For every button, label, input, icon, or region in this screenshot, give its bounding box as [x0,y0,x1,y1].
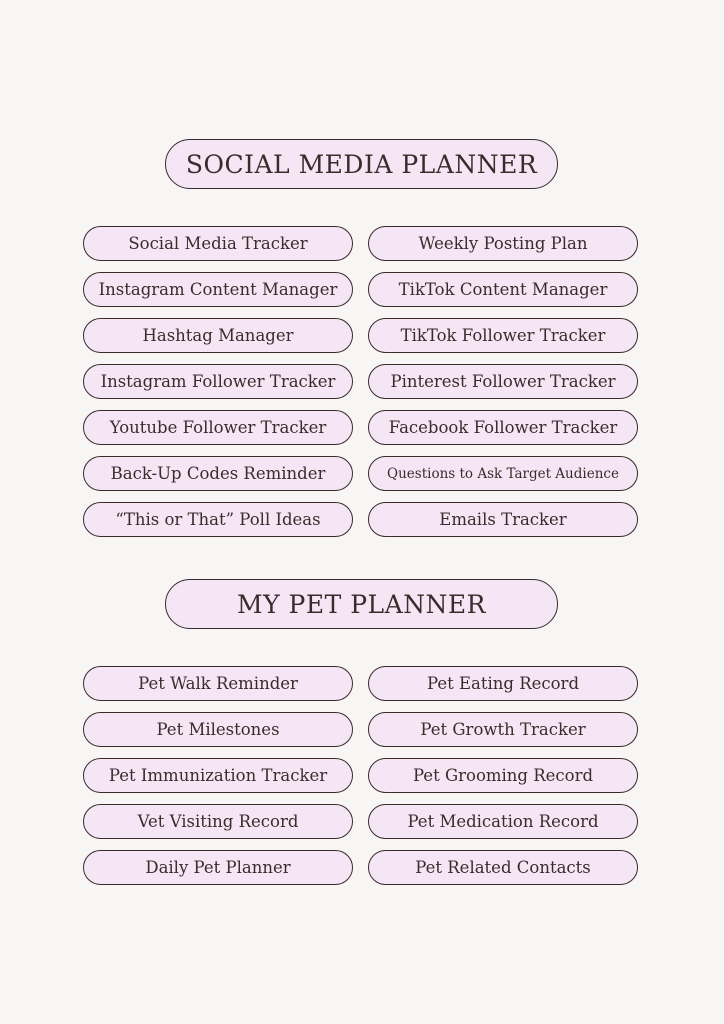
hashtag-manager-button[interactable]: Hashtag Manager [83,318,353,353]
instagram-content-manager-button[interactable]: Instagram Content Manager [83,272,353,307]
my-pet-planner-menu [83,666,638,885]
questions-target-audience-button[interactable]: Questions to Ask Target Audience [368,456,638,491]
weekly-posting-plan-button[interactable]: Weekly Posting Plan [368,226,638,261]
tiktok-follower-tracker-button[interactable]: TikTok Follower Tracker [368,318,638,353]
youtube-follower-tracker-button[interactable]: Youtube Follower Tracker [83,410,353,445]
pet-grooming-record-button[interactable]: Pet Grooming Record [368,758,638,793]
pet-medication-record-button[interactable]: Pet Medication Record [368,804,638,839]
tiktok-content-manager-button[interactable]: TikTok Content Manager [368,272,638,307]
social-media-planner-title: SOCIAL MEDIA PLANNER [165,139,558,189]
pinterest-follower-tracker-button[interactable]: Pinterest Follower Tracker [368,364,638,399]
pet-walk-reminder-button[interactable]: Pet Walk Reminder [83,666,353,701]
daily-pet-planner-button[interactable]: Daily Pet Planner [83,850,353,885]
social-media-planner-menu [83,226,638,537]
social-media-tracker-button[interactable]: Social Media Tracker [83,226,353,261]
pet-growth-tracker-button[interactable]: Pet Growth Tracker [368,712,638,747]
pet-eating-record-button[interactable]: Pet Eating Record [368,666,638,701]
vet-visiting-record-button[interactable]: Vet Visiting Record [83,804,353,839]
instagram-follower-tracker-button[interactable]: Instagram Follower Tracker [83,364,353,399]
poll-ideas-button[interactable]: “This or That” Poll Ideas [83,502,353,537]
emails-tracker-button[interactable]: Emails Tracker [368,502,638,537]
facebook-follower-tracker-button[interactable]: Facebook Follower Tracker [368,410,638,445]
pet-milestones-button[interactable]: Pet Milestones [83,712,353,747]
pet-immunization-tracker-button[interactable]: Pet Immunization Tracker [83,758,353,793]
backup-codes-reminder-button[interactable]: Back-Up Codes Reminder [83,456,353,491]
my-pet-planner-title: MY PET PLANNER [165,579,558,629]
pet-related-contacts-button[interactable]: Pet Related Contacts [368,850,638,885]
